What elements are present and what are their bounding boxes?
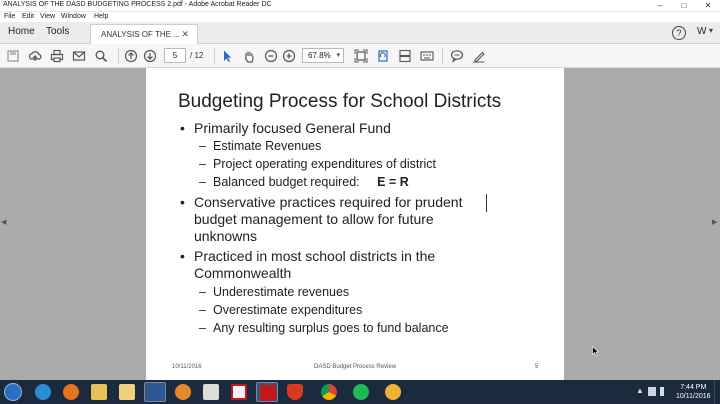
- toolbar-separator: [214, 48, 215, 64]
- zoom-select[interactable]: [302, 48, 344, 63]
- gimp-icon[interactable]: [382, 382, 404, 402]
- sub-bullet-item: [199, 321, 449, 335]
- word-icon[interactable]: [144, 382, 166, 402]
- volume-icon[interactable]: [660, 387, 669, 396]
- jing-icon[interactable]: [284, 382, 306, 402]
- footer-title: DASD Budget Process Review: [314, 364, 397, 370]
- equation-text: E = R: [377, 175, 409, 189]
- cloud-upload-icon[interactable]: [28, 49, 42, 63]
- menu-edit[interactable]: Edit: [22, 13, 35, 20]
- bullet-text: Practiced in most school districts in the: [194, 248, 436, 264]
- bullet-continuation: unknowns: [194, 228, 258, 244]
- internet-explorer-icon[interactable]: [32, 382, 54, 402]
- menu-help[interactable]: Help: [94, 13, 109, 20]
- fit-page-icon[interactable]: [354, 49, 368, 63]
- sub-bullet-item: [199, 139, 322, 153]
- sub-bullet-item: [199, 303, 363, 317]
- footer-date: 10/11/2016: [172, 364, 202, 370]
- pdf-page[interactable]: [146, 68, 564, 380]
- firefox-icon[interactable]: [60, 382, 82, 402]
- sub-bullet-item: [199, 157, 437, 171]
- tab-home[interactable]: Home: [8, 26, 35, 37]
- sub-bullet-text: Project operating expenditures of district: [213, 157, 437, 171]
- clock-time: 7:44 PM: [680, 384, 707, 391]
- maximize-icon[interactable]: □: [681, 1, 687, 10]
- sub-bullet-item: [199, 285, 350, 299]
- show-desktop-button[interactable]: [714, 380, 720, 404]
- help-icon[interactable]: ?: [672, 26, 686, 40]
- close-tab-icon[interactable]: ✕: [181, 29, 189, 39]
- dash-icon: –: [199, 285, 206, 299]
- dash-icon: –: [199, 175, 206, 189]
- dash-icon: –: [199, 321, 206, 335]
- zoom-out-icon[interactable]: [264, 49, 278, 63]
- bullet-continuation: Commonwealth: [194, 265, 292, 281]
- sub-bullet-text: Balanced budget required:: [213, 175, 360, 189]
- page-number-input[interactable]: 5: [164, 48, 186, 63]
- system-clock[interactable]: [676, 383, 711, 401]
- save-icon[interactable]: [6, 49, 20, 63]
- sub-bullet-text: Any resulting surplus goes to fund balance: [213, 321, 449, 335]
- chevron-down-icon: ▾: [336, 52, 340, 59]
- toolbar: [0, 44, 720, 68]
- spotify-icon[interactable]: [350, 382, 372, 402]
- menu-window[interactable]: Window: [61, 13, 86, 20]
- action-center-icon[interactable]: [648, 387, 656, 396]
- toolbar-separator: [118, 48, 119, 64]
- dash-icon: –: [199, 303, 206, 317]
- dash-icon: –: [199, 139, 206, 153]
- right-panel-toggle-icon[interactable]: ▶: [712, 219, 718, 226]
- tray-expand-icon[interactable]: ▲: [636, 386, 644, 395]
- user-avatar[interactable]: W: [697, 26, 707, 37]
- page-up-icon[interactable]: [124, 49, 138, 63]
- bullet-item: [180, 248, 436, 264]
- keyboard-icon[interactable]: [420, 49, 434, 63]
- bullet-text: Conservative practices required for prudent: [194, 194, 463, 210]
- slide-title: Budgeting Process for School Districts: [178, 91, 502, 112]
- toolbar-separator: [442, 48, 443, 64]
- tab-document[interactable]: [90, 24, 198, 44]
- minimize-icon[interactable]: –: [657, 1, 663, 10]
- tab-document-label: ANALYSIS OF THE ...: [101, 30, 180, 39]
- window-title: ANALYSIS OF THE DASD BUDGETING PROCESS 2.pdf - Adobe Acrobat Reader DC: [3, 1, 272, 8]
- email-icon[interactable]: [72, 49, 86, 63]
- bullet-icon: •: [180, 248, 185, 264]
- chevron-down-icon[interactable]: ▾: [709, 26, 714, 35]
- blank-app-icon[interactable]: [200, 382, 222, 402]
- bullet-icon: •: [180, 194, 185, 210]
- page-total: / 12: [190, 51, 204, 60]
- acrobat-icon[interactable]: [228, 382, 250, 402]
- file-explorer-icon[interactable]: [88, 382, 110, 402]
- select-cursor-icon[interactable]: [220, 49, 234, 63]
- acrobat-pro-icon[interactable]: [256, 382, 278, 402]
- menu-file[interactable]: File: [4, 13, 16, 20]
- text-cursor: [486, 194, 487, 212]
- taskbar: [0, 380, 720, 404]
- menu-view[interactable]: View: [40, 13, 56, 20]
- tab-tools[interactable]: Tools: [46, 26, 70, 37]
- rotate-icon[interactable]: [376, 49, 390, 63]
- media-player-icon[interactable]: [172, 382, 194, 402]
- bullet-item: [180, 194, 463, 210]
- left-panel-toggle-icon[interactable]: ◀: [1, 219, 7, 226]
- bullet-item: [180, 120, 391, 136]
- sign-icon[interactable]: [472, 49, 486, 63]
- scroll-mode-icon[interactable]: [398, 49, 412, 63]
- bullet-icon: •: [180, 120, 185, 136]
- start-button[interactable]: [4, 383, 22, 401]
- comment-icon[interactable]: [450, 49, 464, 63]
- title-bar: [0, 0, 720, 12]
- zoom-in-icon[interactable]: [282, 49, 296, 63]
- sub-bullet-text: Underestimate revenues: [213, 285, 350, 299]
- chrome-icon[interactable]: [318, 382, 340, 402]
- clock-date: 10/11/2016: [676, 393, 711, 400]
- zoom-value: 67.8%: [308, 51, 331, 60]
- footer-page-number: 5: [535, 364, 539, 370]
- page-down-icon[interactable]: [143, 49, 157, 63]
- mouse-pointer-icon: [592, 346, 599, 356]
- sub-bullet-text: Overestimate expenditures: [213, 303, 363, 317]
- dash-icon: –: [199, 157, 206, 171]
- bullet-continuation: budget management to allow for future: [194, 211, 434, 227]
- hand-icon[interactable]: [242, 49, 256, 63]
- bullet-text: Primarily focused General Fund: [194, 120, 391, 136]
- folder-icon[interactable]: [116, 382, 138, 402]
- search-icon[interactable]: [94, 49, 108, 63]
- document-view[interactable]: [0, 68, 720, 380]
- print-icon[interactable]: [50, 49, 64, 63]
- sub-bullet-text: Estimate Revenues: [213, 139, 322, 153]
- menu-bar: [0, 12, 720, 22]
- sub-bullet-item: [199, 175, 409, 189]
- close-icon[interactable]: ✕: [704, 1, 712, 10]
- tab-bar: [0, 22, 720, 44]
